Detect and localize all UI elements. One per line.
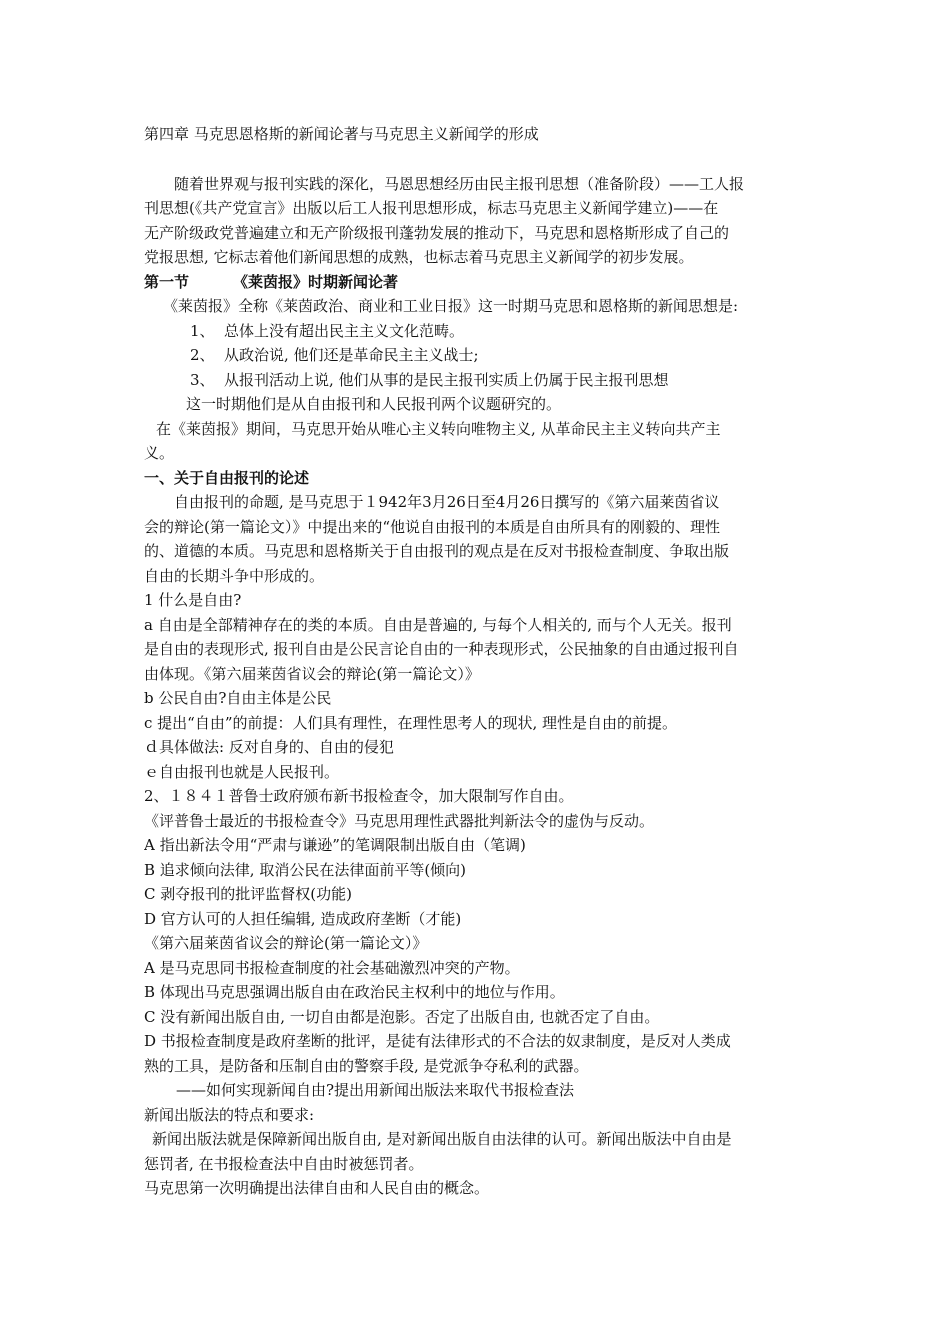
item-a-line: a 自由是全部精神存在的类的本质。自由是普遍的, 与每个人相关的, 而与个人无关。报刊 xyxy=(144,615,732,634)
debate-item: 熟的工具，是防备和压制自由的警察手段, 是党派争夺私利的武器。 xyxy=(144,1056,589,1075)
debate-item: C 没有新闻出版自由, 一切自由都是泡影。否定了出版自由, 也就否定了自由。 xyxy=(144,1007,660,1026)
list-number: 1、 xyxy=(190,321,215,340)
conclusion: 马克思第一次明确提出法律自由和人民自由的概念。 xyxy=(144,1179,490,1197)
debate-item: A 是马克思同书报检查制度的社会基础激烈冲突的产物。 xyxy=(144,958,520,977)
list-item xyxy=(144,319,808,344)
critique-item: B 追求倾向法律, 取消公民在法律面前平等(倾向) xyxy=(144,860,467,879)
free-press-line: 会的辩论(第一篇论文）》中提出来的“他说自由报刊的本质是自由所具有的刚毅的、理性 xyxy=(144,517,721,536)
chapter-title: 第四章 马克思恩格斯的新闻论著与马克思主义新闻学的形成 xyxy=(144,125,539,143)
intro-line: 无产阶级政党普遍建立和无产阶级报刊蓬勃发展的推动下，马克思和恩格斯形成了自己的 xyxy=(144,223,730,242)
document-page xyxy=(144,122,808,1201)
critique-title: 《评普鲁士最近的书报检查令》马克思用理性武器批判新法令的虚伪与反动。 xyxy=(144,811,655,830)
intro-line: 刊思想(《共产党宣言》出版以后工人报刊思想形成，标志马克思主义新闻学建立)——在 xyxy=(144,199,719,217)
list-item xyxy=(144,368,808,393)
transition-line: 义。 xyxy=(144,444,175,462)
critique-item: C 剥夺报刊的批评监督权(功能) xyxy=(144,885,352,903)
points-list xyxy=(144,319,808,393)
section-title: 《莱茵报》时期新闻论著 xyxy=(233,272,399,291)
press-law-paragraph xyxy=(144,1127,808,1176)
item-e: ｅ自由报刊也就是人民报刊。 xyxy=(144,762,340,781)
item-a-line: 是自由的表现形式, 报刊自由是公民言论自由的一种表现形式，公民抽象的自由通过报刊自 xyxy=(144,640,739,658)
list-text: 从政治说, 他们还是革命民主主义战士; xyxy=(224,346,479,364)
critique-item: A 指出新法令用“严肃与谦逊”的笔调限制出版自由（笔调) xyxy=(144,836,526,854)
rheinische-intro: 《莱茵报》全称《莱茵政治、商业和工业日报》这一时期马克思和恩格斯的新闻思想是: xyxy=(163,297,739,315)
question-2: 2、１８４１普鲁士政府颁布新书报检查令，加大限制写作自由。 xyxy=(144,787,574,805)
section-label: 第一节 xyxy=(144,272,190,291)
intro-line: 党报思想, 它标志着他们新闻思想的成熟，也标志着马克思主义新闻学的初步发展。 xyxy=(144,248,694,266)
free-press-line: 自由的长期斗争中形成的。 xyxy=(144,566,325,585)
press-law-line: 惩罚者, 在书报检查法中自由时被惩罚者。 xyxy=(144,1154,424,1173)
item-a-line: 由体现。《第六届莱茵省议会的辩论(第一篇论文）》 xyxy=(144,664,480,683)
free-press-line: 自由报刊的命题, 是马克思于１942年3月26日至4月26日撰写的《第六届莱茵省议 xyxy=(174,493,720,511)
critique-item: D 官方认可的人担任编辑, 造成政府垄断（才能) xyxy=(144,909,462,928)
list-text: 总体上没有超出民主主义文化范畴。 xyxy=(224,321,465,340)
transition-line: 在《莱茵报》期间，马克思开始从唯心主义转向唯物主义, 从革命民主主义转向共产主 xyxy=(156,419,721,438)
list-number: 2、 xyxy=(190,346,215,364)
list-item xyxy=(144,343,808,368)
press-law-title: 新闻出版法的特点和要求: xyxy=(144,1105,315,1124)
transition-paragraph xyxy=(144,417,808,466)
item-d: ｄ具体做法: 反对自身的、自由的侵犯 xyxy=(144,738,394,756)
debate-item: D 书报检查制度是政府垄断的批评，是徒有法律形式的不合法的奴隶制度，是反对人类成 xyxy=(144,1032,731,1050)
list-number: 3、 xyxy=(190,370,215,389)
item-b: b 公民自由?自由主体是公民 xyxy=(144,689,332,707)
intro-line: 随着世界观与报刊实践的深化，马恩思想经历由民主报刊思想（准备阶段）——工人报 xyxy=(174,174,745,193)
section-heading xyxy=(144,270,808,295)
debate-title: 《第六届莱茵省议会的辩论(第一篇论文）》 xyxy=(144,934,428,952)
period-note: 这一时期他们是从自由报刊和人民报刊两个议题研究的。 xyxy=(186,395,562,413)
free-press-paragraph xyxy=(144,490,808,588)
item-a xyxy=(144,613,808,687)
critique-list xyxy=(144,833,808,931)
question-1: 1 什么是自由? xyxy=(144,591,242,609)
item-c: c 提出“自由”的前提：人们具有理性，在理性思考人的现状, 理性是自由的前提。 xyxy=(144,713,678,732)
intro-paragraph xyxy=(144,172,808,270)
subsection-heading: 一、关于自由报刊的论述 xyxy=(144,468,310,487)
list-text: 从报刊活动上说, 他们从事的是民主报刊实质上仍属于民主报刊思想 xyxy=(224,370,669,389)
press-law-line: 新闻出版法就是保障新闻出版自由, 是对新闻出版自由法律的认可。新闻出版法中自由是 xyxy=(152,1130,732,1148)
free-press-line: 的、道德的本质。马克思和恩格斯关于自由报刊的观点是在反对书报检查制度、争取出版 xyxy=(144,542,730,560)
how-to-line: ——如何实现新闻自由?提出用新闻出版法来取代书报检查法 xyxy=(176,1081,575,1099)
debate-item: B 体现出马克思强调出版自由在政治民主权利中的地位与作用。 xyxy=(144,983,565,1001)
debate-list xyxy=(144,956,808,1079)
